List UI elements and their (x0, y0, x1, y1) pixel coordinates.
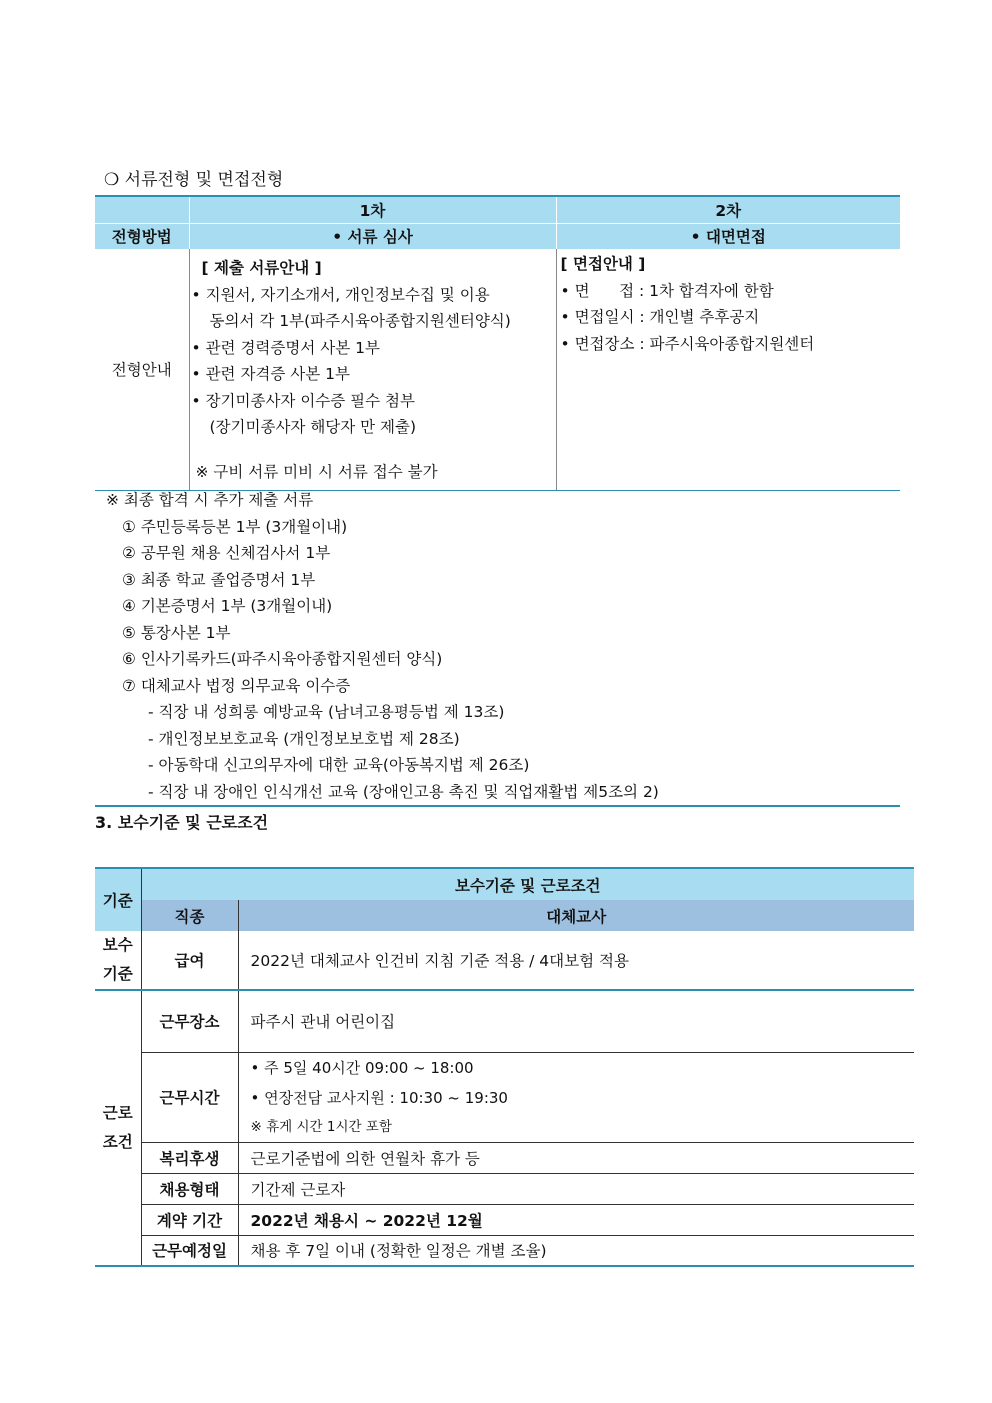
hours-label: 근무시간 (141, 1052, 238, 1142)
selection-table (95, 195, 900, 491)
type-label: 채용형태 (141, 1173, 238, 1204)
place-label: 근무장소 (141, 990, 238, 1052)
final-docs-subitem: - 직장 내 장애인 인식개선 교육 (장애인고용 촉진 및 직업재활법 제5조의 2) (148, 782, 659, 801)
docs-item: • 관련 자격증 사본 1부 (191, 365, 350, 383)
hours-item: • 연장전담 교사지원 : 10:30 ~ 19:30 (250, 1089, 508, 1107)
interview-item: • 면 접 : 1차 합격자에 한함 (560, 281, 774, 300)
hours-note: ※ 휴게 시간 1시간 포함 (250, 1119, 392, 1135)
interview-item: • 면접일시 : 개인별 추후공지 (560, 308, 760, 326)
start-label: 근무예정일 (141, 1235, 238, 1266)
table-header: 보수기준 및 근로조건 (141, 868, 914, 900)
docs-item: • 장기미종사자 이수증 필수 첨부 (191, 391, 416, 410)
period-value: 2022년 채용시 ~ 2022년 12월 (238, 1204, 914, 1235)
method2-value: • 대면면접 (556, 223, 900, 249)
final-docs-subitem: - 아동학대 신고의무자에 대한 교육(아동복지법 제 26조) (148, 756, 530, 774)
work-group-line: 조건 (102, 1133, 133, 1151)
guide-label: 전형안내 (95, 249, 189, 490)
final-docs-item: ⑦ 대체교사 법정 의무교육 이수증 (122, 676, 351, 695)
final-docs-title: ※ 최종 합격 시 추가 제출 서류 (106, 491, 314, 509)
final-docs-item: ④ 기본증명서 1부 (3개월이내) (122, 597, 333, 615)
method-label: 전형방법 (95, 223, 189, 249)
final-docs-item: ⑤ 통장사본 1부 (122, 623, 231, 642)
interview-item: • 면접장소 : 파주시육아종합지원센터 (560, 334, 815, 353)
interview-title: [ 면접안내 ] (560, 255, 646, 273)
stage1-header: 1차 (189, 196, 556, 223)
stage2-header: 2차 (556, 196, 900, 223)
pay-label: 급여 (141, 931, 238, 990)
docs-item: (장기미종사자 해당자 만 제출) (209, 418, 417, 436)
final-docs-item: ③ 최종 학교 졸업증명서 1부 (122, 570, 316, 589)
job-label: 직종 (141, 900, 238, 931)
final-docs-subitem: - 직장 내 성희롱 예방교육 (남녀고용평등법 제 13조) (148, 703, 505, 721)
final-docs-item: ② 공무원 채용 신체검사서 1부 (122, 544, 331, 562)
welfare-label: 복리후생 (141, 1142, 238, 1173)
work-group (95, 990, 141, 1266)
pay-value: 2022년 대체교사 인건비 지침 기준 적용 / 4대보험 적용 (238, 931, 914, 990)
docs-guide-cell (189, 249, 556, 490)
pay-group (95, 931, 141, 990)
hours-value (238, 1052, 914, 1142)
section3-title: 3. 보수기준 및 근로조건 (95, 813, 269, 832)
job-value: 대체교사 (238, 900, 914, 931)
final-docs-item: ① 주민등록등본 1부 (3개월이내) (122, 517, 348, 536)
selection-heading: ❍ 서류전형 및 면접전형 (104, 170, 284, 190)
docs-item: 동의서 각 1부(파주시육아종합지원센터양식) (209, 312, 511, 330)
final-docs (106, 487, 659, 805)
method1-value: • 서류 심사 (189, 223, 556, 249)
pay-group-line: 기준 (102, 965, 133, 983)
welfare-value: 근로기준법에 의한 연월차 휴가 등 (238, 1142, 914, 1173)
corner-cell (95, 196, 189, 223)
divider (95, 805, 900, 807)
docs-warning: ※ 구비 서류 미비 시 서류 접수 불가 (195, 462, 438, 481)
place-value: 파주시 관내 어린이집 (238, 990, 914, 1052)
final-docs-item: ⑥ 인사기록카드(파주시육아종합지원센터 양식) (122, 650, 443, 668)
interview-guide-cell (556, 249, 900, 490)
basis-label: 기준 (95, 868, 141, 931)
work-group-line: 근로 (102, 1104, 133, 1122)
type-value: 기간제 근로자 (238, 1173, 914, 1204)
period-label: 계약 기간 (141, 1204, 238, 1235)
docs-title: [ 제출 서류안내 ] (201, 259, 322, 277)
pay-table (95, 867, 914, 1267)
hours-item: • 주 5일 40시간 09:00 ~ 18:00 (250, 1059, 474, 1077)
docs-item: • 지원서, 자기소개서, 개인정보수집 및 이용 (191, 285, 490, 304)
pay-group-line: 보수 (102, 936, 133, 954)
start-value: 채용 후 7일 이내 (정확한 일정은 개별 조율) (238, 1235, 914, 1266)
final-docs-subitem: - 개인정보보호교육 (개인정보보호법 제 28조) (148, 729, 460, 748)
docs-item: • 관련 경력증명서 사본 1부 (191, 338, 380, 357)
